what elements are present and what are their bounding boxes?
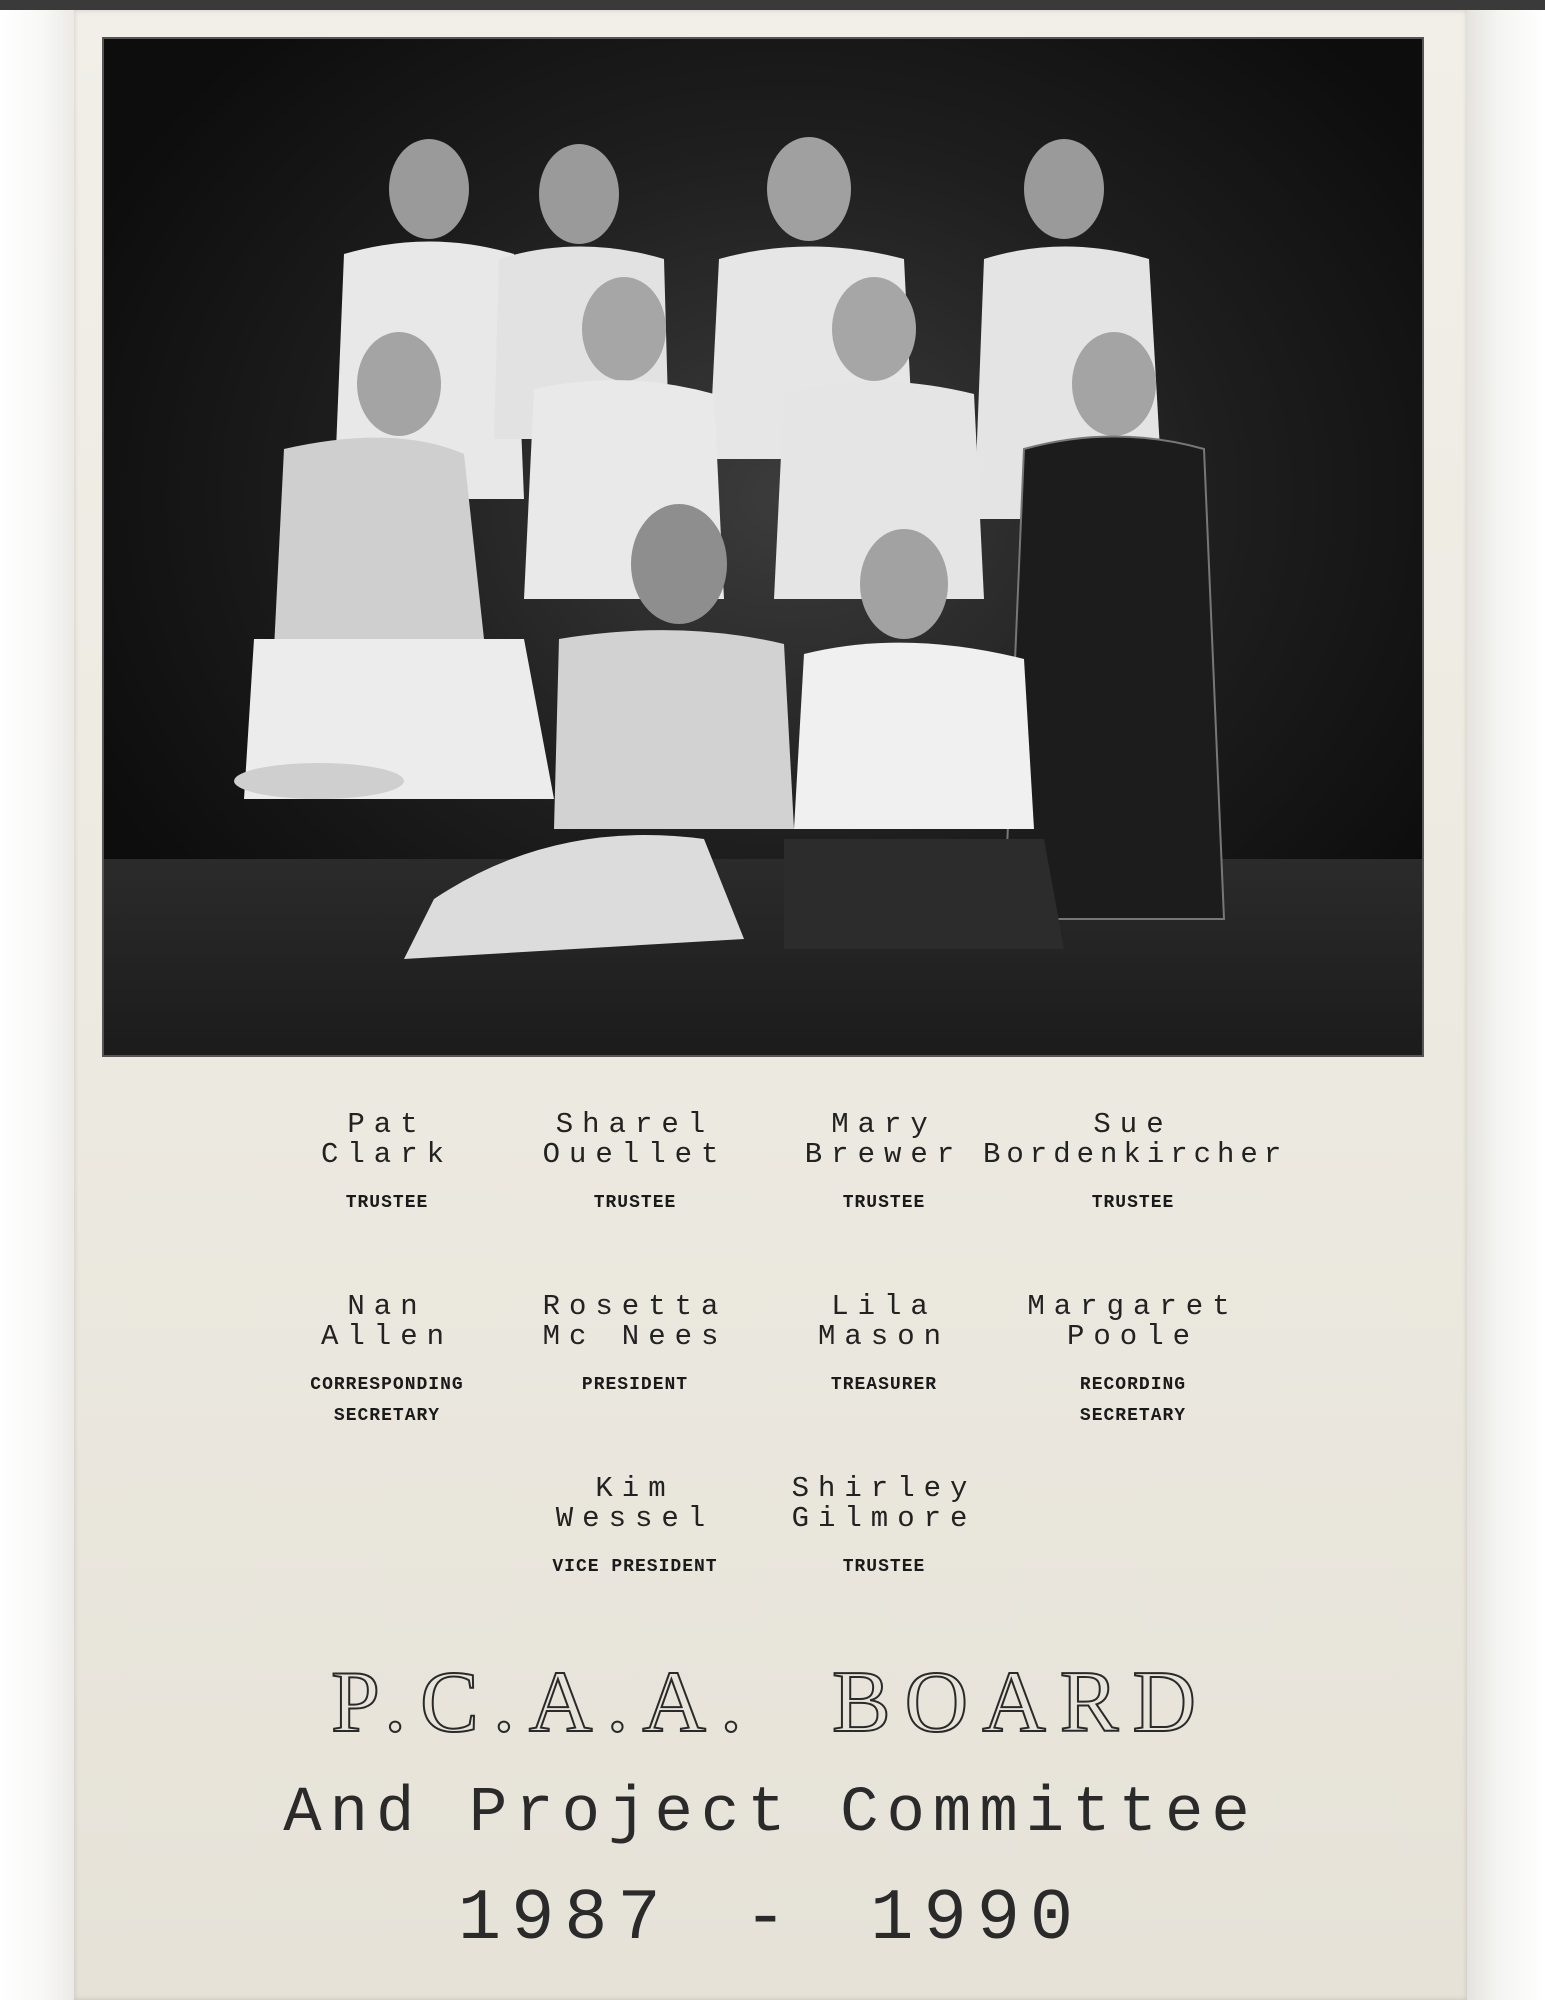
- member-role: TREASURER: [830, 1375, 938, 1395]
- first-name: Pat: [347, 1108, 427, 1141]
- member-name-margaret-poole: [1003, 1292, 1263, 1352]
- last-name: Gilmore: [791, 1502, 977, 1535]
- board-years: 1987 - 1990: [457, 1878, 1084, 1960]
- board-title: P.C.A.A. BOARD: [330, 1654, 1211, 1751]
- first-name: Nan: [347, 1290, 427, 1323]
- first-name: Shirley: [791, 1472, 977, 1505]
- role-line: CORRESPONDING: [310, 1375, 464, 1395]
- first-name: Lila: [831, 1290, 937, 1323]
- member-name-nan-allen: [257, 1292, 517, 1352]
- grass: [104, 859, 1424, 1057]
- board-subtitle: And Project Committee: [283, 1778, 1258, 1850]
- last-name: Bordenkircher: [983, 1138, 1288, 1171]
- frame-top: [0, 0, 1545, 10]
- first-name: Margaret: [1027, 1290, 1239, 1323]
- member-name-rosetta-mcnees: [505, 1292, 765, 1352]
- member-role: TRUSTEE: [345, 1193, 429, 1213]
- member-role: TRUSTEE: [593, 1193, 677, 1213]
- first-name: Sharel: [555, 1108, 715, 1141]
- frame-edge-left: [0, 0, 74, 2000]
- member-name-mary-brewer: [754, 1110, 1014, 1170]
- last-name: Ouellet: [542, 1138, 728, 1171]
- member-role: TRUSTEE: [842, 1557, 926, 1577]
- group-photo: [102, 37, 1424, 1057]
- first-name: Kim: [595, 1472, 675, 1505]
- member-name-shirley-gilmore: [754, 1474, 1014, 1534]
- role-line: SECRETARY: [1079, 1406, 1187, 1426]
- last-name: Clark: [320, 1138, 453, 1171]
- last-name: Wessel: [555, 1502, 715, 1535]
- group-photo-illustration: [104, 39, 1424, 1057]
- last-name: Mc Nees: [542, 1320, 728, 1353]
- role-line: SECRETARY: [333, 1406, 441, 1426]
- member-name-pat-clark: [257, 1110, 517, 1170]
- member-role: TRUSTEE: [842, 1193, 926, 1213]
- member-role: PRESIDENT: [581, 1375, 689, 1395]
- last-name: Brewer: [804, 1138, 964, 1171]
- member-name-lila-mason: [754, 1292, 1014, 1352]
- stool: [234, 763, 404, 799]
- first-name: Mary: [831, 1108, 937, 1141]
- member-role: [257, 1370, 517, 1432]
- last-name: Poole: [1066, 1320, 1199, 1353]
- first-name: Rosetta: [542, 1290, 728, 1323]
- last-name: Allen: [320, 1320, 453, 1353]
- member-role: VICE PRESIDENT: [552, 1557, 718, 1577]
- last-name: Mason: [817, 1320, 950, 1353]
- member-name-kim-wessel: [505, 1474, 765, 1534]
- role-line: RECORDING: [1079, 1375, 1187, 1395]
- member-name-sue-bordenkircher: [983, 1108, 1288, 1171]
- frame-edge-right: [1467, 0, 1545, 2000]
- first-name: Sue: [1093, 1108, 1173, 1141]
- member-role: TRUSTEE: [1091, 1193, 1175, 1213]
- member-name-sharel-ouellet: [505, 1110, 765, 1170]
- member-role: [1003, 1370, 1263, 1432]
